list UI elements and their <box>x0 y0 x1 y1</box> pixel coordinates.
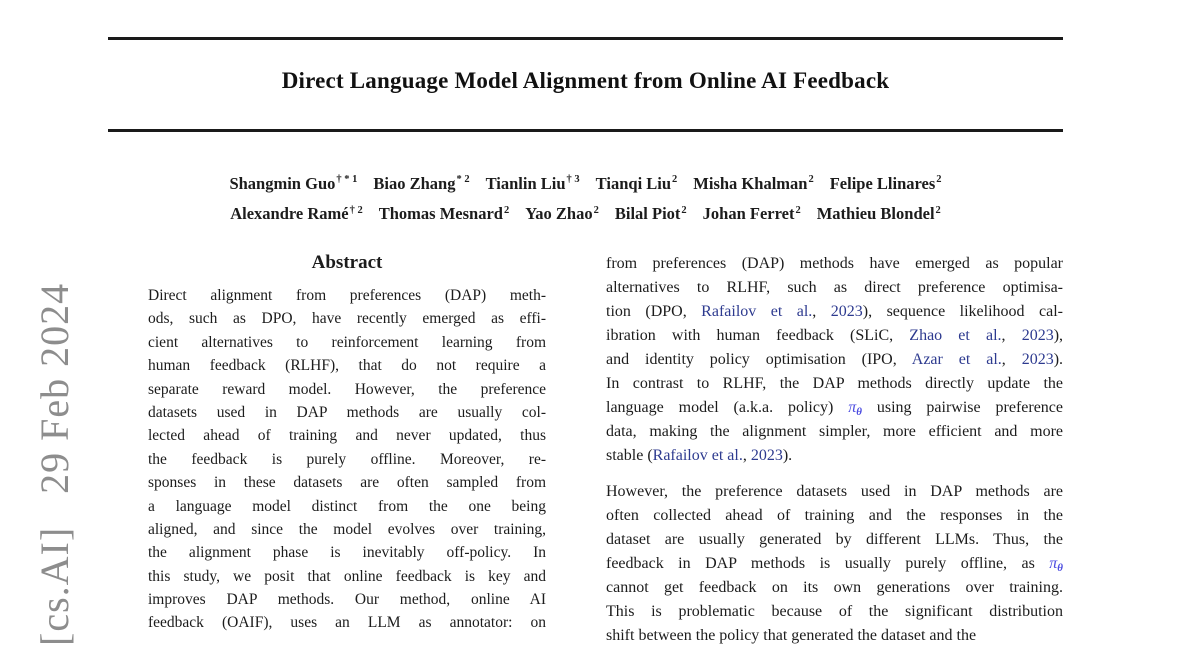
citation-link[interactable]: 2023 <box>1021 327 1054 344</box>
text-line <box>606 576 1063 600</box>
text-line <box>606 276 1063 300</box>
abstract-line: lected ahead of training and never updated, thus <box>148 427 546 445</box>
author-affiliation-superscript: 2 <box>936 174 942 185</box>
abstract-line: Direct alignment from preferences (DAP) meth- <box>148 287 546 304</box>
abstract-line: cient alternatives to reinforcement learning from <box>148 333 546 351</box>
author-name: Yao Zhao$^2$ <box>525 204 599 223</box>
author-name: Misha Khalman$^2$ <box>693 173 814 193</box>
author-name: Bilal Piot$^2$ <box>614 204 687 223</box>
text-line <box>606 252 1063 276</box>
text-line <box>606 420 1063 444</box>
citation-link[interactable]: 2023 <box>1021 351 1054 368</box>
body-text: , <box>742 447 751 464</box>
body-text: language model (a.k.a. policy) <box>606 399 849 416</box>
author-affiliation-superscript: 2 <box>795 204 801 216</box>
theta-subscript: θ <box>856 406 862 418</box>
abstract-heading: Abstract <box>311 252 383 273</box>
author-affiliation-superscript: 2 <box>593 204 599 216</box>
body-text: , <box>1001 327 1022 344</box>
author-name: Felipe Llinares$^2$ <box>829 173 942 193</box>
body-text: dataset are usually generated by different LLMs. Thus, the <box>606 531 1063 548</box>
abstract-line: the alignment phase is inevitably off-policy. In <box>148 544 546 562</box>
author-affiliation-superscript: † 3 <box>566 174 580 185</box>
text-line <box>606 504 1063 528</box>
abstract-body <box>148 284 546 635</box>
citation-link[interactable]: Rafailov et al. <box>701 303 813 320</box>
body-text: ). <box>1053 351 1063 368</box>
body-text: from preferences (DAP) methods have emerged as popular <box>606 255 1063 272</box>
author-block <box>108 166 1063 227</box>
text-line <box>606 624 1063 648</box>
paragraph <box>606 252 1063 468</box>
body-text: data, making the alignment simpler, more efficient and more <box>606 423 1063 440</box>
author-name: Tianqi Liu$^2$ <box>595 173 678 193</box>
text-line <box>606 396 1063 420</box>
abstract-line: feedback (OAIF), uses an LLM as annotator: on <box>148 614 546 632</box>
pi-math-symbol: π <box>1049 555 1058 572</box>
abstract-line: aligned, and since the model evolves over training, <box>148 520 546 538</box>
abstract-line: sponses in these datasets are often sampled from <box>148 474 546 492</box>
body-text: shift between the policy that generated the dataset and the <box>606 627 977 644</box>
author-name: Mathieu Blondel$^2$ <box>816 204 941 223</box>
abstract-column <box>148 252 546 635</box>
abstract-line: ods, such as DPO, have recently emerged as effi- <box>148 310 546 328</box>
text-line <box>606 300 1063 324</box>
body-text: This is problematic because of the significant distribution <box>606 603 1063 620</box>
author-affiliation-superscript: 2 <box>503 204 510 216</box>
author-affiliation-superscript: 2 <box>808 174 814 185</box>
theta-subscript: θ <box>1057 562 1063 574</box>
author-name: Johan Ferret$^2$ <box>702 204 801 223</box>
text-line <box>606 552 1063 576</box>
author-affiliation-superscript: 2 <box>672 174 678 185</box>
text-line <box>606 480 1063 504</box>
body-text: ), sequence likelihood cal- <box>862 303 1063 320</box>
title-rule-top <box>108 37 1063 40</box>
author-affiliation-superscript: † 2 <box>349 204 363 216</box>
body-text: ), <box>1053 327 1063 344</box>
text-line <box>606 528 1063 552</box>
title-rule-bottom <box>108 129 1063 132</box>
text-line <box>606 324 1063 348</box>
body-text: stable ( <box>606 447 653 464</box>
citation-link[interactable]: 2023 <box>830 303 863 320</box>
arxiv-watermark: [cs.AI] 29 Feb 2024 <box>32 282 77 646</box>
body-text: In contrast to RLHF, the DAP methods directly update the <box>606 375 1063 392</box>
author-name: Alexandre Ramé$^{\dagger 2}$ <box>230 204 363 223</box>
abstract-line: the feedback is purely offline. Moreover, re- <box>148 450 546 468</box>
abstract-line: this study, we posit that online feedback is key and <box>148 567 546 585</box>
body-text: using pairwise preference <box>861 399 1063 416</box>
text-line <box>606 600 1063 624</box>
body-text: ibration with human feedback (SLiC, <box>606 327 910 344</box>
abstract-line: datasets used in DAP methods are usually col- <box>148 403 546 421</box>
abstract-line: human feedback (RLHF), that do not require a <box>148 357 546 375</box>
abstract-line: improves DAP methods. Our method, online AI <box>148 591 546 609</box>
citation-link[interactable]: Zhao et al. <box>909 327 1002 344</box>
citation-link[interactable]: Rafailov et al. <box>652 447 743 464</box>
abstract-line: a language model distinct from the one being <box>148 497 546 515</box>
author-name: Thomas Mesnard$^2$ <box>378 204 510 223</box>
body-text: However, the preference datasets used in DAP methods are <box>606 483 1063 500</box>
body-text: alternatives to RLHF, such as direct preference optimisa- <box>606 279 1063 296</box>
pi-math-symbol: π <box>848 399 857 416</box>
body-text: and identity policy optimisation (IPO, <box>606 351 912 368</box>
author-name: Shangmin Guo$^{\dagger * 1}$ <box>229 173 358 193</box>
author-affiliation-superscript: † * 1 <box>336 174 358 185</box>
author-name: Tianlin Liu$^{\dagger 3}$ <box>485 173 580 193</box>
author-affiliation-superscript: * 2 <box>456 174 470 185</box>
right-column <box>606 252 1063 648</box>
abstract-line: separate reward model. However, the preference <box>148 380 546 398</box>
body-text: , <box>812 303 831 320</box>
author-line-2 <box>108 197 1063 228</box>
author-line-1 <box>108 166 1063 197</box>
author-affiliation-superscript: 2 <box>935 204 941 216</box>
paragraph <box>606 480 1063 648</box>
body-text: , <box>1001 351 1022 368</box>
body-text: feedback in DAP methods is usually purely offline, as <box>606 555 1050 572</box>
text-line <box>606 444 1063 468</box>
citation-link[interactable]: Azar et al. <box>911 351 1002 368</box>
author-affiliation-superscript: 2 <box>681 204 687 216</box>
author-name: Biao Zhang$^{* 2}$ <box>373 173 470 193</box>
citation-link[interactable]: 2023 <box>750 447 783 464</box>
body-text: often collected ahead of training and the responses in the <box>606 507 1063 524</box>
text-line <box>606 372 1063 396</box>
paper-title: Direct Language Model Alignment from Online AI Feedback <box>281 68 890 93</box>
text-line <box>606 348 1063 372</box>
body-text: cannot get feedback on its own generations over training. <box>606 579 1063 596</box>
body-text: ). <box>782 447 793 464</box>
body-text: tion (DPO, <box>606 303 702 320</box>
